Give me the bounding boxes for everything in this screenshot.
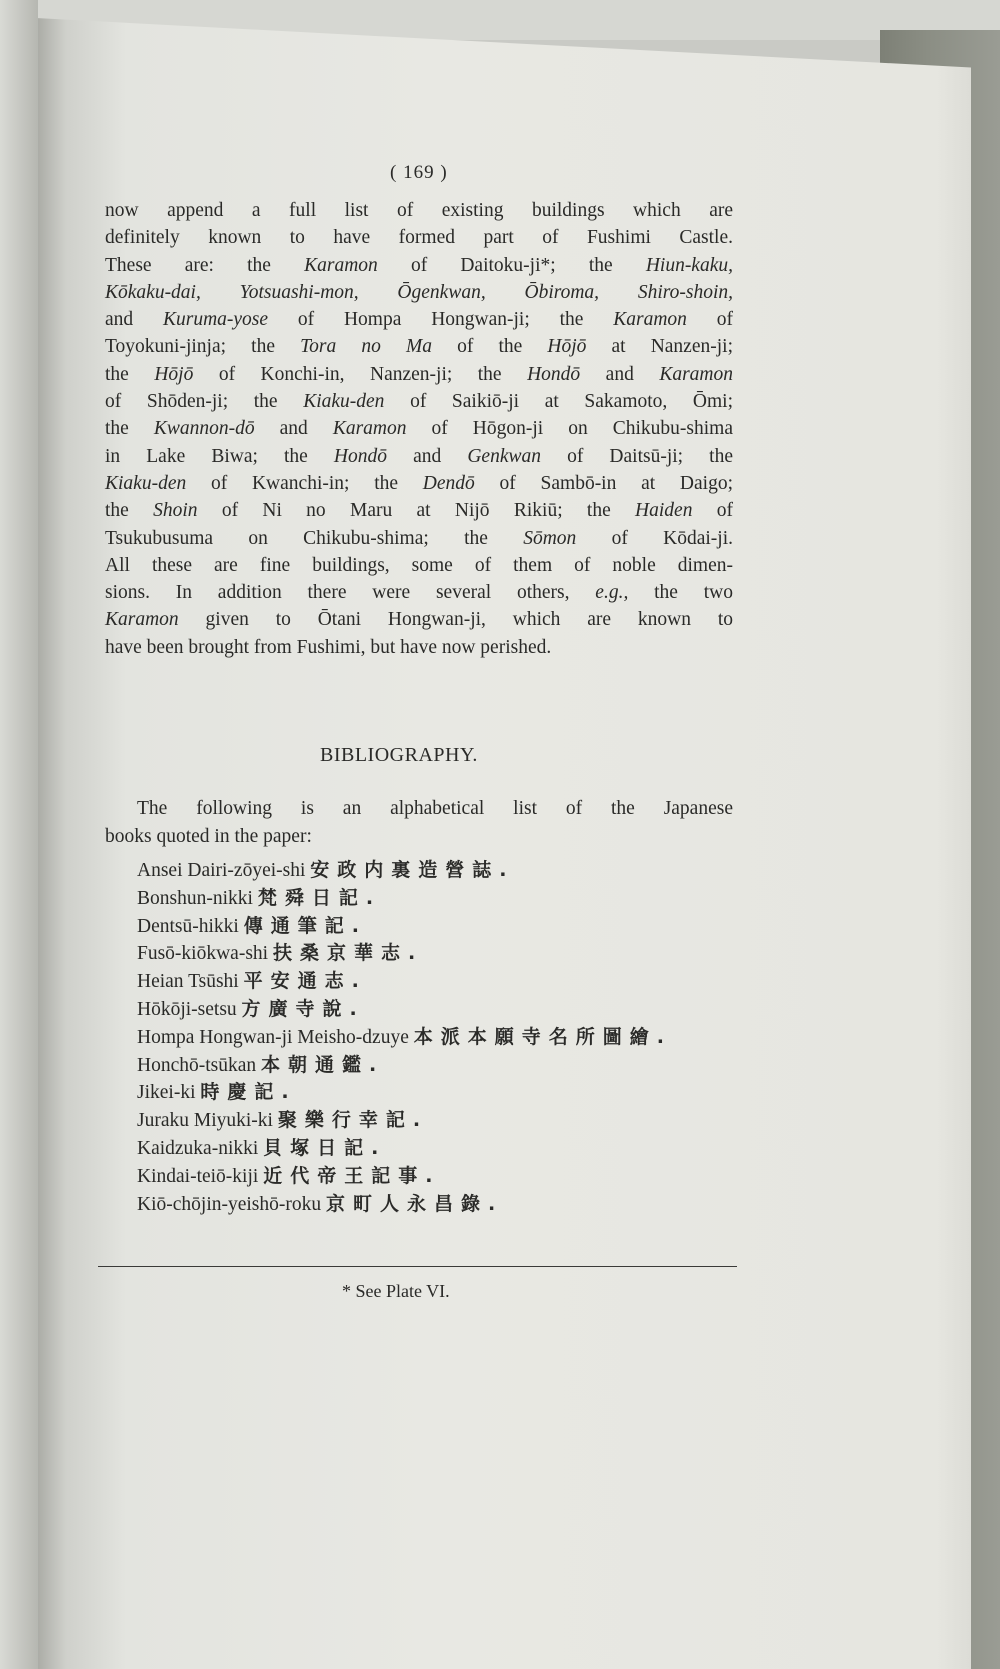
entry-kanji: 近代帝王記事. [263,1164,441,1187]
text-run: and [105,309,163,331]
italic-term: Shoin [153,500,198,522]
text-run: the two [628,582,733,604]
text-line [105,279,733,306]
body-paragraph [105,197,733,661]
bibliography-entry [137,1052,737,1080]
text-run: now append a full list of existing buildings which are [105,200,733,221]
entry-romaji: Juraku Miyuki-ki [137,1110,273,1132]
text-run: of the [431,336,548,358]
text-run: These are: the [105,254,305,276]
text-run: of Kōdai-ji. [576,527,733,549]
entry-kanji: 安政内裏造營誌. [310,859,515,881]
italic-term: Tora no Ma [300,336,432,358]
text-line [105,306,733,333]
entry-romaji: Kaidzuka-nikki [137,1137,259,1159]
bibliography-entry [137,1024,737,1052]
italic-term: Kwannon-dō [153,418,255,440]
bibliography-entry [137,885,737,913]
text-line [105,224,733,251]
entry-kanji: 梵舜日記. [257,886,382,909]
italic-term: Kuruma-yose [162,309,269,331]
text-run: All these are fine buildings, some of them of noble dimen- [105,554,733,576]
text-run: Tsukubusuma on Chikubu-shima; the [105,527,524,549]
text-line [105,197,733,224]
italic-term: Hōjō [547,336,587,358]
text-run: of Shōden-ji; the [105,391,304,413]
text-run: of Sambō-in at Daigo; [474,472,733,494]
italic-term: Hōjō [154,363,194,385]
text-line [105,361,733,388]
text-run: and [254,418,333,440]
italic-term: Kōkaku-dai, Yotsuashi-mon, Ōgenkwan, Ōbiroma, Shiro-shoin, [105,281,733,303]
entry-kanji: 傳通筆記. [243,914,367,937]
italic-term: Karamon [659,363,734,385]
text-line [105,606,733,633]
entry-romaji: Ansei Dairi-zōyei-shi [137,860,306,881]
text-run: of [692,500,733,522]
text-run: sions. In addition there were several others, [105,582,596,604]
text-line [105,552,733,579]
section-heading: BIBLIOGRAPHY. [320,744,478,766]
entry-kanji: 本派本願寺名所圖繪. [413,1025,672,1048]
intro-line: books quoted in the paper: [105,826,312,847]
italic-term: Dendō [422,472,475,494]
text-run: Toyokuni-jinja; the [105,336,301,358]
text-run: at Nanzen-ji; [586,336,733,358]
text-run: and [580,363,660,385]
italic-term: Haiden [635,500,693,522]
text-run: the [105,363,155,385]
text-run: of Kwanchi-in; the [186,472,423,494]
entry-romaji: Honchō-tsūkan [137,1054,257,1076]
footnote: * See Plate VI. [342,1281,450,1301]
entry-kanji: 方廣寺說. [241,997,365,1020]
footnote-rule [98,1266,737,1267]
text-line [105,333,733,360]
text-run: the [105,418,154,440]
italic-term: Karamon [332,418,407,440]
bibliography-list [137,857,737,1218]
text-line [105,525,733,552]
entry-romaji: Kindai-teiō-kiji [137,1165,259,1187]
italic-term: Kiaku-den [105,472,187,494]
page-number: ( 169 ) [390,162,448,183]
text-line [105,634,733,661]
bibliography-entry [137,913,737,941]
entry-romaji: Fusō-kiōkwa-shi [137,943,269,965]
italic-term: Sōmon [523,527,577,549]
text-line [105,252,733,279]
entry-kanji: 聚樂行幸記. [277,1109,429,1132]
entry-kanji: 時慶記. [200,1081,297,1104]
text-run: of Hōgon-ji on Chikubu-shima [406,418,734,440]
italic-term: Karamon [304,254,378,276]
entry-romaji: Hōkōji-setsu [137,998,237,1020]
italic-term: Karamon [613,309,687,331]
entry-romaji: Kiō-chōjin-yeishō-roku [137,1193,322,1215]
italic-term: Hiun-kaku, [645,254,733,276]
facing-page-edge [0,0,38,1669]
text-run: in Lake Biwa; the [105,445,334,467]
text-line [105,497,733,524]
text-run: of Saikiō-ji at Sakamoto, Ōmi; [384,391,733,413]
bibliography-entry [137,1135,737,1163]
bibliography-intro [105,795,733,851]
intro-line: The following is an alphabetical list of the Japanese [137,798,733,819]
text-run: definitely known to have formed part of Fushimi Castle. [105,227,733,249]
text-line [105,388,733,415]
entry-kanji: 京町人永昌錄. [326,1192,504,1215]
bibliography-entry [137,1191,737,1219]
italic-term: Kiaku-den [303,391,385,413]
text-run: of [686,309,733,331]
text-run: and [387,445,468,467]
entry-romaji: Heian Tsūshi [137,971,239,993]
entry-romaji: Bonshun-nikki [137,887,253,909]
italic-term: Hondō [333,445,387,467]
bibliography-entry [137,1107,737,1135]
italic-term: e.g., [595,582,629,604]
bibliography-entry [137,1079,737,1107]
bibliography-entry [137,857,737,885]
text-run: the [105,500,154,522]
entry-kanji: 平安通志. [243,970,367,993]
entry-kanji: 本朝通鑑. [261,1053,385,1076]
bibliography-entry [137,1163,737,1191]
entry-romaji: Jikei-ki [137,1082,196,1104]
italic-term: Genkwan [467,445,541,467]
text-run: of Daitoku-ji*; the [377,254,646,276]
text-line [105,579,733,606]
entry-romaji: Hompa Hongwan-ji Meisho-dzuye [137,1026,409,1048]
text-run: of Daitsū-ji; the [541,445,733,467]
text-run: have been brought from Fushimi, but have now perished. [105,636,552,658]
text-line [105,443,733,470]
text-run: of Ni no Maru at Nijō Rikiū; the [197,500,636,522]
italic-term: Hondō [527,363,581,385]
entry-kanji: 扶桑京華志. [272,942,424,965]
bibliography-entry [137,940,737,968]
text-run: of Konchi-in, Nanzen-ji; the [193,363,528,385]
text-run: given to Ōtani Hongwan-ji, which are known to [178,609,733,631]
bibliography-entry [137,996,737,1024]
italic-term: Karamon [105,609,179,631]
text-line [105,470,733,497]
bibliography-entry [137,968,737,996]
text-run: of Hompa Hongwan-ji; the [268,309,614,331]
text-line [105,415,733,442]
entry-kanji: 貝塚日記. [263,1136,387,1159]
entry-romaji: Dentsū-hikki [137,915,239,937]
